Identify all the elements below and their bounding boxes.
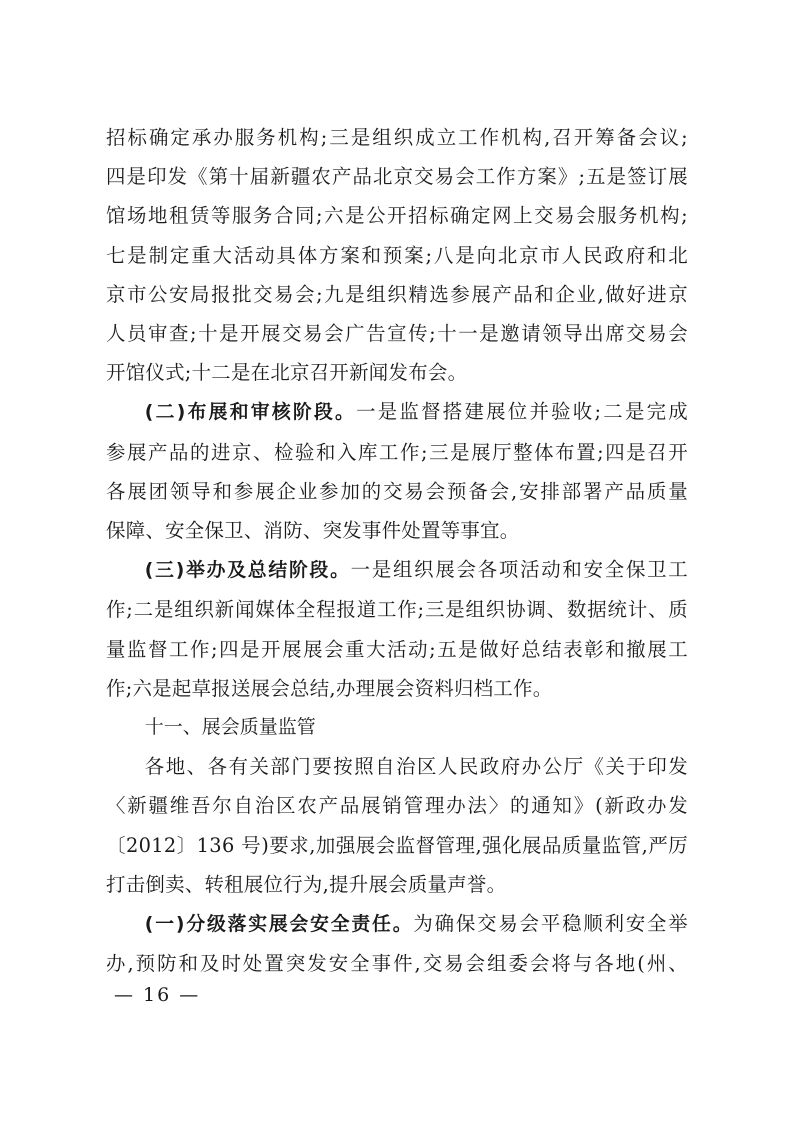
text-line: 京市公安局报批交易会;九是组织精选参展产品和企业,做好进京	[106, 282, 688, 306]
text-line: 招标确定承办服务机构;三是组织成立工作机构,召开筹备会议;	[106, 126, 688, 149]
text-line: 〔2012〕136 号)要求,加强展会监督管理,强化展品质量监管,严厉	[106, 833, 688, 857]
text-line: 四是印发《第十届新疆农产品北京交易会工作方案》;五是签订展	[106, 165, 688, 189]
text-line: 各展团领导和参展企业参加的交易会预备会,安排部署产品质量	[106, 479, 688, 503]
text-line: 参展产品的进京、检验和入库工作;三是展厅整体布置;四是召开	[106, 440, 688, 464]
paragraph-safety-responsibility	[106, 904, 688, 983]
paragraph-hosting-summary-stage	[106, 550, 688, 708]
paragraph-quality-supervision	[106, 747, 688, 904]
section-title-quality-supervision: 十一、展会质量监管	[144, 716, 316, 739]
subheading-setup-review: (二)布展和审核阶段。	[144, 402, 357, 424]
paragraph-setup-review-stage	[106, 392, 688, 550]
text-line: 人员审查;十是开展交易会广告宣传;十一是邀请领导出席交易会	[106, 322, 688, 346]
text-line	[106, 392, 688, 432]
text-line	[106, 904, 688, 944]
paragraph-preparation-continued	[106, 118, 688, 392]
text-line: 量监督工作;四是开展展会重大活动;五是做好总结表彰和撤展工	[106, 637, 688, 661]
text-segment: 为确保交易会平稳顺利安全举	[413, 912, 688, 936]
text-line: 作;二是组织新闻媒体全程报道工作;三是组织协调、数据统计、质	[106, 598, 688, 622]
text-line: 打击倒卖、转租展位行为,提升展会质量声誉。	[106, 872, 507, 896]
text-segment: 一是监督搭建展位并验收;二是完成	[356, 400, 688, 424]
text-line: 〈新疆维吾尔自治区农产品展销管理办法〉的通知》(新政办发	[106, 794, 688, 818]
text-line: 七是制定重大活动具体方案和预案;八是向北京市人民政府和北	[106, 243, 688, 267]
text-line	[106, 550, 688, 590]
text-line: 作;六是起草报送展会总结,办理展会资料归档工作。	[106, 676, 553, 700]
subheading-safety-responsibility: (一)分级落实展会安全责任。	[144, 914, 414, 936]
text-line: 保障、安全保卫、消防、突发事件处置等事宜。	[106, 519, 520, 543]
text-line: 开馆仪式;十二是在北京召开新闻发布会。	[106, 361, 468, 385]
subheading-hosting-summary: (三)举办及总结阶段。	[144, 560, 351, 582]
text-line: 各地、各有关部门要按照自治区人民政府办公厅《关于印发	[144, 755, 688, 779]
text-segment: 一是组织展会各项活动和安全保卫工	[350, 558, 688, 582]
text-line: 馆场地租赁等服务合同;六是公开招标确定网上交易会服务机构;	[106, 204, 688, 228]
document-page	[106, 118, 688, 983]
text-line: 办,预防和及时处置突发安全事件,交易会组委会将与各地(州、	[106, 952, 688, 976]
page-number: — 16 —	[114, 984, 201, 1006]
